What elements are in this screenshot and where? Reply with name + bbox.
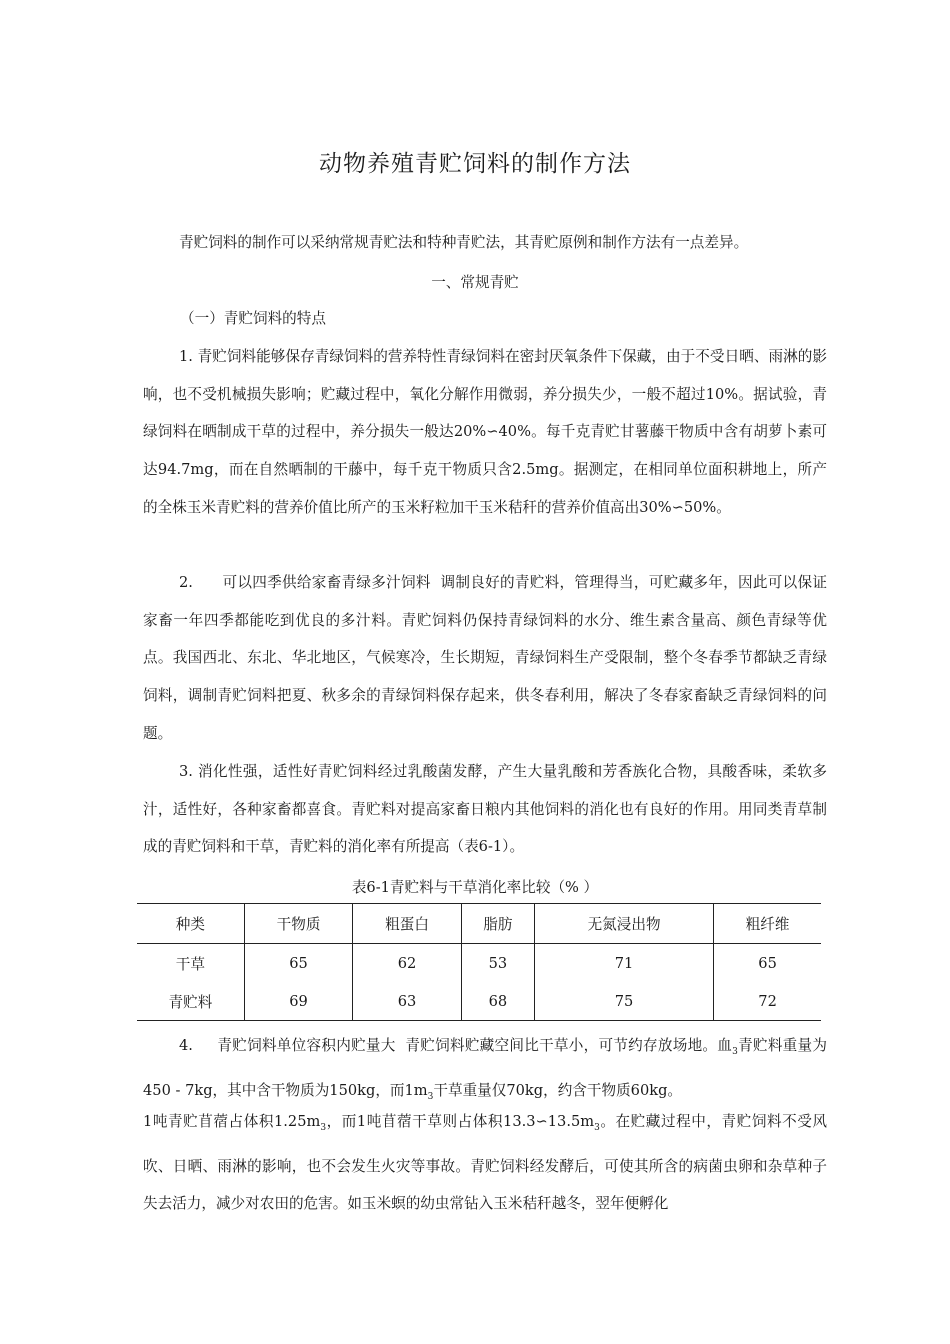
superscript-3: 3	[427, 1091, 434, 1102]
table-cell: 71	[534, 944, 713, 983]
table-cell: 62	[353, 944, 462, 983]
table-header-cell: 干物质	[244, 904, 353, 944]
section-heading: 一、常规青贮	[431, 274, 519, 291]
table-header-cell: 种类	[137, 904, 244, 944]
table-cell: 68	[461, 982, 534, 1021]
table-cell: 干草	[175, 955, 205, 973]
volume-paragraph	[143, 1103, 827, 1223]
volume-text: ，而1吨苜蓿干草则占体积13.3∽13.5m	[326, 1113, 595, 1130]
point-4-text: 干草重量仅70kg，约含干物质60kg。	[433, 1081, 683, 1099]
point-4-text: 4. 青贮饲料单位容积内贮量大 青贮饲料贮藏空间比干草小，可节约存放场地。血	[179, 1037, 733, 1054]
point-3-paragraph: 3. 消化性强，适性好青贮饲料经过乳酸菌发酵，产生大量乳酸和芳香族化合物，具酸香味，柔软多汁，适性好，各种家畜都喜食。青贮料对提高家畜日粮内其他饲料的消化也有良好的作用。用同类青草制成的青贮饲料和干草，青贮料的消化率有所提高（表6-1）。	[143, 763, 827, 856]
table-header-cell: 无氮浸出物	[534, 904, 713, 944]
volume-text: 1吨青贮苜蓿占体积1.25m	[143, 1113, 321, 1130]
table-cell: 69	[244, 982, 353, 1021]
point-2-paragraph: 2. 可以四季供给家畜青绿多汁饲料 调制良好的青贮料，管理得当，可贮藏多年，因此可以保证家畜一年四季都能吃到优良的多汁料。青贮饲料仍保持青绿饲料的水分、维生素含量高、颜色青绿等优点。我国西北、东北、华北地区，气候寒冷，生长期短，青绿饲料生产受限制，整个冬春季节都缺乏青绿饲料，调制青贮饲料把夏、秋多余的青绿饲料保存起来，供冬春利用，解决了冬春家畜缺乏青绿饲料的问题。	[143, 574, 827, 742]
superscript-3: 3	[320, 1122, 327, 1133]
point-4-text: 青贮料重量为450 - 7kg，其中含干物质为150kg，而1m	[143, 1037, 827, 1099]
table-row	[137, 982, 821, 1021]
table-header-row	[137, 904, 821, 944]
table-cell: 65	[244, 944, 353, 983]
document-title: 动物养殖青贮饲料的制作方法	[319, 151, 631, 177]
superscript-3: 3	[594, 1122, 600, 1133]
intro-paragraph: 青贮饲料的制作可以采纳常规青贮法和特种青贮法，其青贮原例和制作方法有一点差异。	[179, 234, 749, 251]
table-cell: 63	[353, 982, 462, 1021]
point-1-paragraph: 1. 青贮饲料能够保存青绿饲料的营养特性青绿饲料在密封厌氧条件下保藏，由于不受日晒、雨淋的影响，也不受机械损失影响；贮藏过程中，氧化分解作用微弱，养分损失少，一般不超过10%。据试验，青绿饲料在晒制成干草的过程中，养分损失一般达20%∽40%。每千克青贮甘薯藤干物质中含有胡萝卜素可达94.7mg，而在自然晒制的干藤中，每千克干物质只含2.5mg。据测定，在相同单位面积耕地上，所产的全株玉米青贮料的营养价值比所产的玉米籽粒加干玉米秸秆的营养价值高出30%∽50%。	[143, 348, 827, 516]
table-row	[137, 944, 821, 983]
digestibility-table	[137, 903, 821, 1021]
volume-text: 。在贮藏过程中，青贮饲料不受风吹、日晒、雨淋的影响，也不会发生火灾等事故。青贮饲料经发酵后，可使其所含的病菌虫卵和杂草种子失去活力，减少对农田的危害。如玉米螟的幼虫常钻入玉米秸秆越冬，翌年便孵化	[143, 1113, 827, 1213]
table-header-cell: 粗蛋白	[353, 904, 462, 944]
table-cell: 75	[534, 982, 713, 1021]
table-cell: 青贮料	[137, 982, 244, 1021]
table-header-cell: 脂肪	[461, 904, 534, 944]
table-cell: 72	[714, 982, 821, 1021]
table-header-cell: 粗纤维	[714, 904, 821, 944]
superscript-3: 3	[732, 1046, 738, 1057]
table-caption: 表6-1青贮料与干草消化率比较（% ）	[351, 879, 599, 896]
table-cell: 65	[714, 944, 821, 983]
subsection-heading: （一）青贮饲料的特点	[180, 310, 326, 327]
table-cell: 53	[461, 944, 534, 983]
